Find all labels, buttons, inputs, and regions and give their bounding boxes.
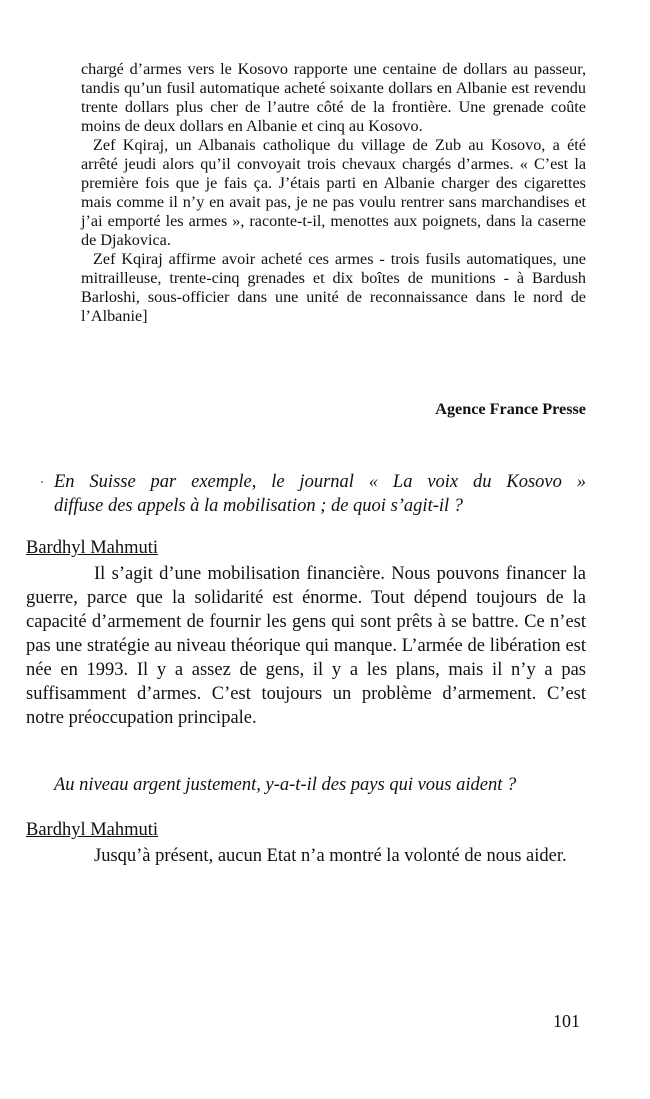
- speaker-name: Bardhyl Mahmuti: [26, 820, 159, 840]
- interview-question: Au niveau argent justement, y-a-t-il des pays qui vous aident ?: [54, 775, 517, 795]
- question-line: En Suisse par exemple, le journal « La voix du Kosovo »: [54, 472, 586, 492]
- interview-question: [54, 470, 586, 518]
- quote-paragraph: chargé d’armes vers le Kosovo rapporte une centaine de dollars au passeur, tandis qu’un fusil automatique acheté soixante dollars en Albanie est revendu trente dollars plus cher de l’autre côté de la frontière. Une grenade coûte moins de deux dollars en Albanie et cinq au Kosovo.: [81, 60, 586, 135]
- interview-answer: Il s’agit d’une mobilisation financière. Nous pouvons financer la guerre, parce que la solidarité est énorme. Tout dépend toujours de la capacité d’armement de fournir les gens qui sont prêts à se battre. Ce n’est pas une stratégie au niveau théorique qui manque. L’armée de libération est née en 1993. Il y a assez de gens, il y a les plans, mais il n’y a pas suffisamment d’armes. C’est toujours un problème d’armement. C’est notre préoccupation principale.: [26, 564, 586, 728]
- press-quote-block: [81, 60, 586, 326]
- quote-paragraph: Zef Kqiraj affirme avoir acheté ces armes - trois fusils automatiques, une mitrailleuse, trente-cinq grenades et dix boîtes de munitions - à Bardush Barloshi, sous-officier dans une unité de reconnaissance dans le nord de l’Albanie]: [81, 250, 586, 325]
- interview-answer: Jusqu’à présent, aucun Etat n’a montré la volonté de nous aider.: [94, 846, 567, 866]
- quote-source: Agence France Presse: [435, 400, 586, 418]
- page-number: 101: [553, 1011, 580, 1031]
- quote-paragraph: Zef Kqiraj, un Albanais catholique du village de Zub au Kosovo, a été arrêté jeudi alors qu’il convoyait trois chevaux chargés d’armes. « C’est la première fois que je fais ça. J’étais parti en Albanie charger des cigarettes mais comme il n’y en avait pas, je ne pas voulu rentrer sans marchandises et j’ai emporté les armes », raconte-t-il, menottes aux poignets, dans la caserne de Djakovica.: [81, 136, 586, 249]
- bullet-dot-icon: [41, 481, 43, 483]
- speaker-name: Bardhyl Mahmuti: [26, 538, 159, 558]
- question-line: diffuse des appels à la mobilisation ; de quoi s’agit-il ?: [54, 496, 464, 516]
